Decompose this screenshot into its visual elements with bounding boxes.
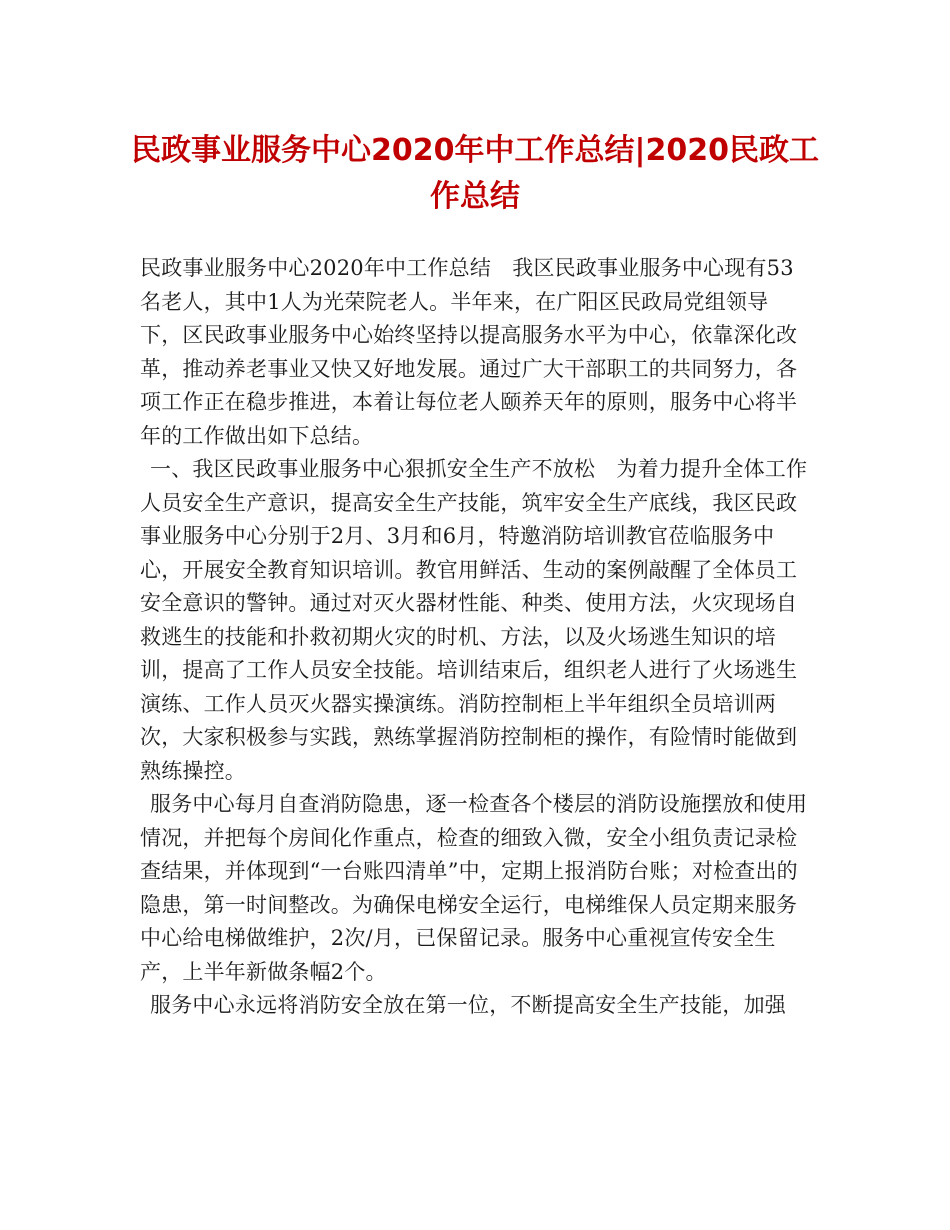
paragraph-fire-inspection: 服务中心每月自查消防隐患，逐一检查各个楼层的消防设施摆放和使用情况，并把每个房间化作重点，检查的细致入微，安全小组负责记录检查结果，并体现到“一台账四清单”中，定期上报消防台账；对检查出的隐患，第一时间整改。为确保电梯安全运行，电梯维保人员定期来服务中心给电梯做维护，2次/月，已保留记录。服务中心重视宣传安全生产，上半年新做条幅2个。 (140, 792, 808, 984)
document-body (140, 252, 808, 1023)
paragraph-fire-priority: 服务中心永远将消防安全放在第一位，不断提高安全生产技能，加强 (150, 993, 786, 1017)
paragraph-safety-training: 一、我区民政事业服务中心狠抓安全生产不放松 为着力提升全体工作人员安全生产意识，提高安全生产技能，筑牢安全生产底线，我区民政事业服务中心分别于2月、3月和6月，特邀消防培训教官莅临服务中心，开展安全教育知识培训。教官用鲜活、生动的案例敲醒了全体员工安全意识的警钟。通过对灭火器材性能、种类、使用方法，火灾现场自救逃生的技能和扑救初期火灾的时机、方法，以及火场逃生知识的培训，提高了工作人员安全技能。培训结束后，组织老人进行了火场逃生演练、工作人员灭火器实操演练。消防控制柜上半年组织全员培训两次，大家积极参与实践，熟练掌握消防控制柜的操作，有险情时能做到熟练操控。 (140, 457, 808, 783)
document-title: 民政事业服务中心2020年中工作总结|2020民政工作总结 (131, 133, 819, 214)
paragraph-intro: 民政事业服务中心2020年中工作总结 我区民政事业服务中心现有53名老人，其中1人为光荣院老人。半年来，在广阳区民政局党组领导下，区民政事业服务中心始终坚持以提高服务水平为中心，依靠深化改革，推动养老事业又快又好地发展。通过广大干部职工的共同努力，各项工作正在稳步推进，本着让每位老人颐养天年的原则，服务中心将半年的工作做出如下总结。 (140, 256, 798, 448)
